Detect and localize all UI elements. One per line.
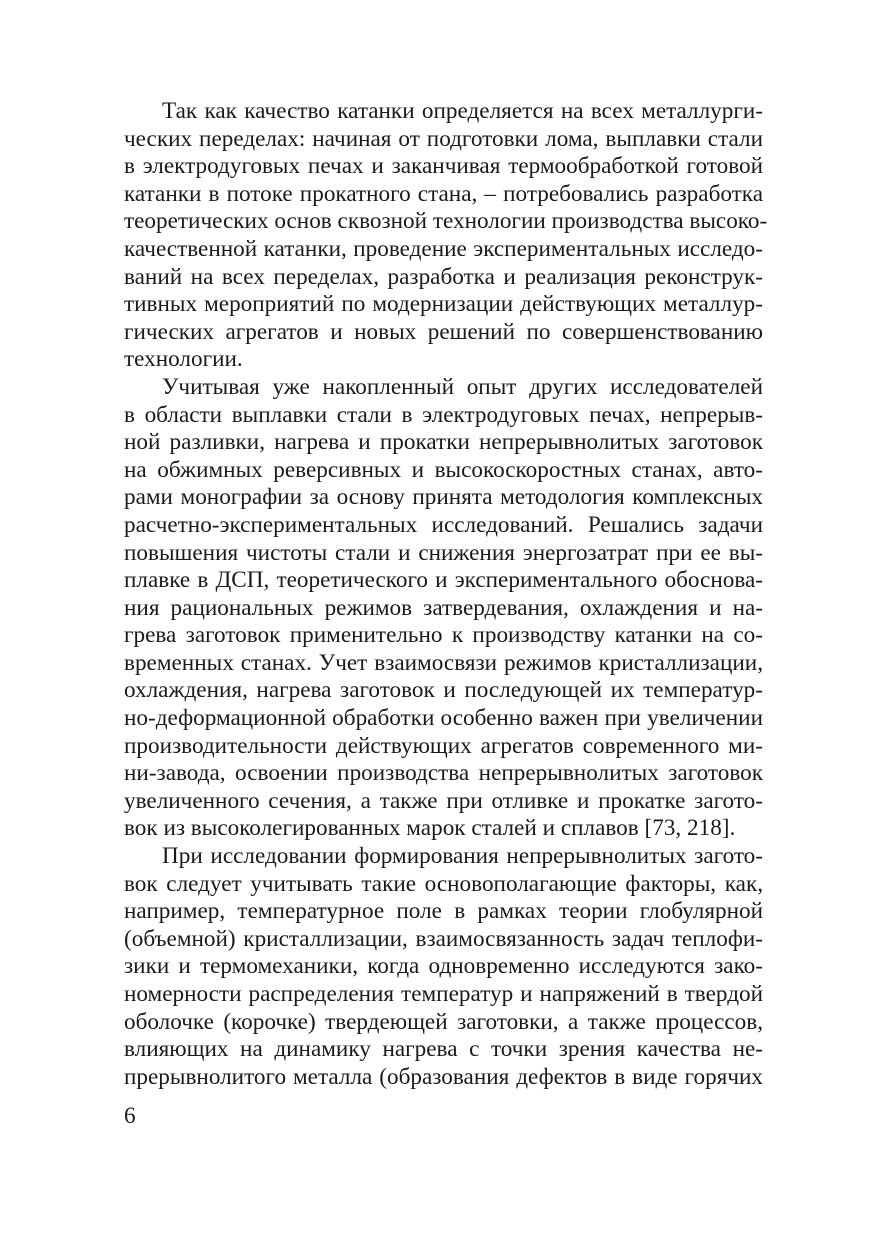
text-line: зики и термомеханики, когда одновременно исследуются зако-: [124, 953, 763, 980]
page-body: [124, 98, 768, 1091]
page-number: 6: [124, 1103, 136, 1129]
text-line: ческих переделах: начиная от подготовки лома, выплавки стали: [124, 125, 763, 152]
text-line: плавке в ДСП, теоретического и экспериментального обоснова-: [124, 567, 763, 594]
text-line: ния рациональных режимов затвердевания, охлаждения и на-: [124, 594, 763, 621]
text-line: например, температурное поле в рамках теории глобулярной: [124, 898, 763, 925]
paragraph: [124, 843, 763, 1091]
text-line: номерности распределения температур и напряжений в твердой: [124, 981, 763, 1007]
text-line: При исследовании формирования непрерывнолитых загото-: [162, 843, 763, 870]
text-line: тивных мероприятий по модернизации действующих металлур-: [124, 291, 763, 318]
text-line: увеличенного сечения, а также при отливке и прокатке загото-: [124, 787, 763, 814]
text-line: вок следует учитывать такие основополагающие факторы, как,: [124, 870, 763, 897]
text-line: рами монографии за основу принята методология комплексных: [124, 484, 763, 511]
text-line: гических агрегатов и новых решений по совершенствованию: [124, 318, 763, 345]
text-line: влияющих на динамику нагрева с точки зрения качества не-: [124, 1036, 763, 1063]
text-line: на обжимных реверсивных и высокоскоростных станах, авто-: [124, 456, 763, 483]
text-line: производительности действующих агрегатов современного ми-: [124, 732, 763, 759]
text-line: оболочке (корочке) твердеющей заготовки, а также процессов,: [124, 1008, 763, 1035]
text-line: Учитывая уже накопленный опыт других исследователей: [162, 373, 763, 400]
text-line: катанки в потоке прокатного стана, – потребовались разработка: [124, 180, 763, 207]
text-line: технологии.: [124, 346, 243, 373]
text-line: ваний на всех переделах, разработка и реализация реконструк-: [124, 263, 763, 290]
text-line: ни-завода, освоении производства непрерывнолитых заготовок: [124, 760, 763, 787]
paragraph: [124, 98, 768, 374]
text-line: временных станах. Учет взаимосвязи режимов кристаллизации,: [124, 649, 763, 676]
text-line: в электродуговых печах и заканчивая термообработкой готовой: [124, 153, 763, 180]
text-line: качественной катанки, проведение экспериментальных исследо-: [124, 235, 763, 262]
text-line: охлаждения, нагрева заготовок и последующей их температур-: [124, 677, 763, 704]
text-line: теоретических основ сквозной технологии производства высоко-: [124, 208, 768, 235]
text-line: грева заготовок применительно к производству катанки на со-: [124, 622, 763, 649]
text-line: вок из высоколегированных марок сталей и сплавов [73, 218].: [124, 815, 736, 842]
text-line: повышения чистоты стали и снижения энергозатрат при ее вы-: [124, 539, 763, 566]
text-line: прерывнолитого металла (образования дефектов в виде горячих: [124, 1063, 763, 1090]
text-line: расчетно-экспериментальных исследований. Решались задачи: [124, 511, 763, 538]
text-line: Так как качество катанки определяется на всех металлурги-: [162, 98, 763, 124]
text-line: ной разливки, нагрева и прокатки непрерывнолитых заготовок: [124, 429, 763, 456]
paragraph: [124, 374, 763, 843]
text-line: в области выплавки стали в электродуговых печах, непрерыв-: [124, 401, 763, 428]
text-line: но-деформационной обработки особенно важен при увеличении: [124, 705, 763, 732]
text-line: (объемной) кристаллизации, взаимосвязанность задач теплофи-: [124, 925, 763, 952]
